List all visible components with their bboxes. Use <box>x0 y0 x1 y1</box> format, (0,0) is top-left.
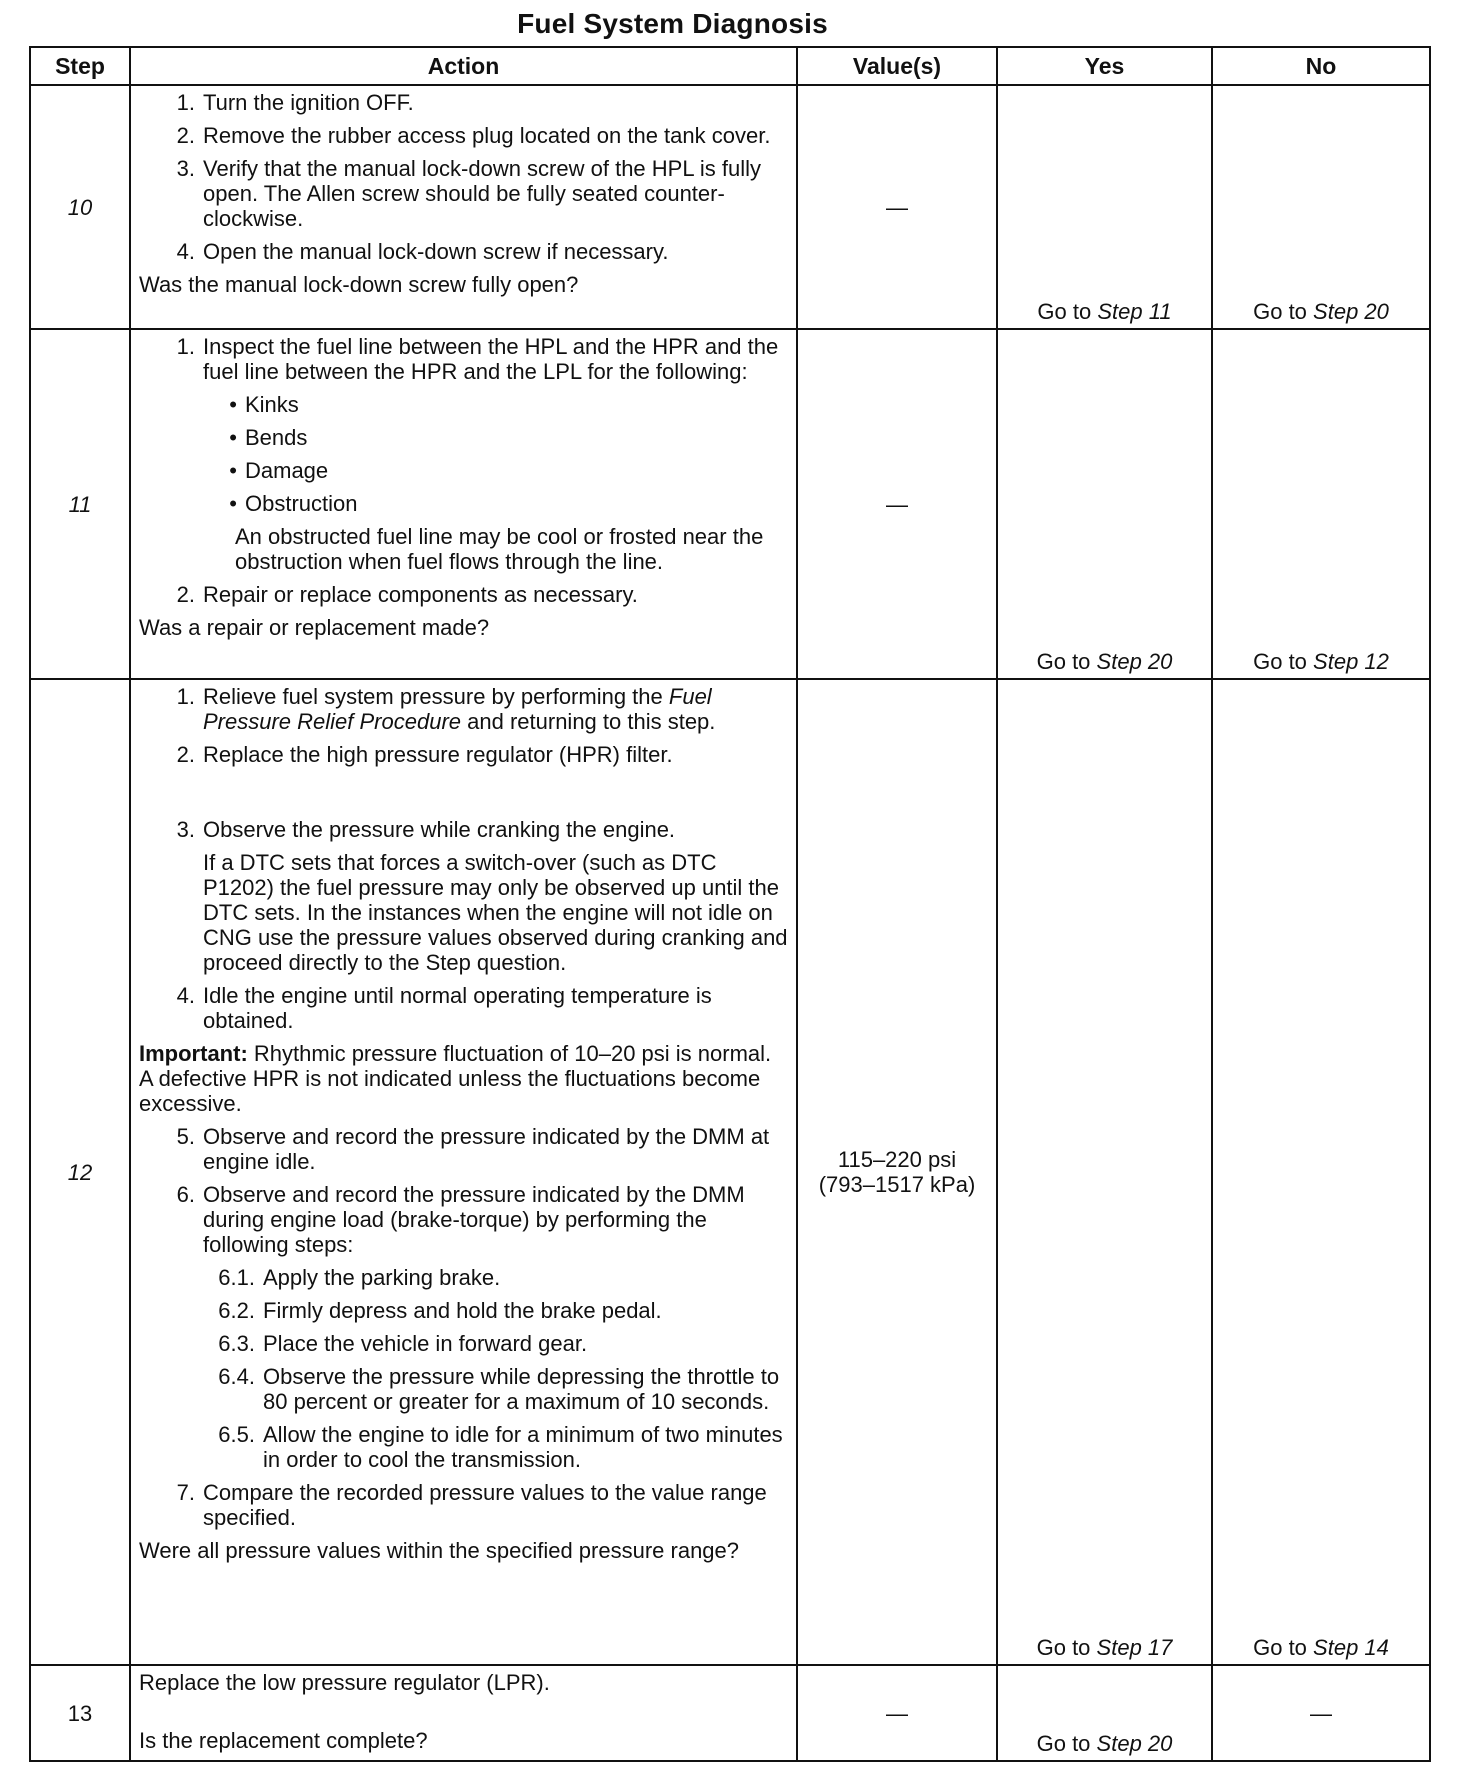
bullet-item: • Bends <box>229 425 308 450</box>
sub-list-item: 6.4. Observe the pressure while depressing the throttle to 80 percent or greater for a maximum of 10 seconds. <box>218 1364 780 1414</box>
table-row <box>30 329 1430 679</box>
step-number: 13 <box>30 1665 130 1761</box>
value-cell: 115–220 psi (793–1517 kPa) <box>797 679 997 1665</box>
list-item: 2. Replace the high pressure regulator (HPR) filter. <box>176 742 673 767</box>
no-cell: — <box>1212 1665 1430 1761</box>
goto-step-link[interactable]: Step 11 <box>1097 299 1172 324</box>
action-cell <box>130 329 797 679</box>
value-cell: — <box>797 329 997 679</box>
list-item: 1. Relieve fuel system pressure by performing the Fuel Pressure Relief Procedure and returning to this step. <box>176 684 716 734</box>
obstruction-note: An obstructed fuel line may be cool or frosted near the obstruction when fuel flows through the line. <box>235 524 764 574</box>
list-item: 1. Turn the ignition OFF. <box>176 90 414 115</box>
sub-list-item: 6.3. Place the vehicle in forward gear. <box>218 1331 588 1356</box>
goto-step-link[interactable]: Step 12 <box>1313 649 1389 674</box>
list-item: 1. Inspect the fuel line between the HPL and the HPR and the fuel line between the HPR and the LPL for the following: <box>176 334 779 384</box>
header-action: Action <box>130 47 797 85</box>
header-yes: Yes <box>997 47 1212 85</box>
goto-step-link[interactable]: Step 20 <box>1096 649 1173 674</box>
action-cell <box>130 679 797 1665</box>
bullet-item: • Obstruction <box>229 491 358 516</box>
step-question: Was a repair or replacement made? <box>139 615 490 640</box>
no-cell: Go to Step 20 <box>1212 85 1430 329</box>
goto-step-link[interactable]: Step 14 <box>1313 1635 1389 1660</box>
yes-cell: Go to Step 20 <box>997 1665 1212 1761</box>
action-text: Replace the low pressure regulator (LPR). <box>139 1670 550 1695</box>
sub-list-item: 6.2. Firmly depress and hold the brake pedal. <box>218 1298 662 1323</box>
diagnosis-table <box>29 46 1431 1762</box>
step-question: Is the replacement complete? <box>139 1728 428 1753</box>
goto-step-link[interactable]: Step 20 <box>1313 299 1389 324</box>
bullet-item: • Damage <box>229 458 329 483</box>
table-row <box>30 679 1430 1665</box>
dtc-note: If a DTC sets that forces a switch-over (such as DTC P1202) the fuel pressure may only be observed up until the DTC sets. In the instances when the engine will not idle on CNG use the pressure values observed during cranking and proceed directly to the Step question. <box>203 850 788 975</box>
list-item: 2. Repair or replace components as necessary. <box>176 582 638 607</box>
yes-cell: Go to Step 11 <box>997 85 1212 329</box>
list-item: 5. Observe and record the pressure indicated by the DMM at engine idle. <box>176 1124 770 1174</box>
yes-cell: Go to Step 17 <box>997 679 1212 1665</box>
no-cell: Go to Step 14 <box>1212 679 1430 1665</box>
list-item: 3. Verify that the manual lock-down screw of the HPL is fully open. The Allen screw should be fully seated counter-clockwise. <box>176 156 761 231</box>
value-cell: — <box>797 85 997 329</box>
no-cell: Go to Step 12 <box>1212 329 1430 679</box>
yes-cell: Go to Step 20 <box>997 329 1212 679</box>
step-number: 10 <box>30 85 130 329</box>
list-item: 7. Compare the recorded pressure values to the value range specified. <box>176 1480 767 1530</box>
step-question: Were all pressure values within the specified pressure range? <box>139 1538 740 1563</box>
action-cell <box>130 1665 797 1761</box>
list-item: 6. Observe and record the pressure indicated by the DMM during engine load (brake-torque) by performing the following steps: <box>176 1182 745 1257</box>
table-row <box>30 1665 1430 1761</box>
goto-step-link[interactable]: Step 17 <box>1096 1635 1173 1660</box>
sub-list-item: 6.5. Allow the engine to idle for a minimum of two minutes in order to cool the transmission. <box>218 1422 783 1472</box>
header-no: No <box>1212 47 1430 85</box>
action-cell <box>130 85 797 329</box>
sub-list-item: 6.1. Apply the parking brake. <box>218 1265 501 1290</box>
list-item: 2. Remove the rubber access plug located on the tank cover. <box>176 123 771 148</box>
value-cell: — <box>797 1665 997 1761</box>
header-step: Step <box>30 47 130 85</box>
page-title: Fuel System Diagnosis <box>517 8 828 39</box>
list-item: 3. Observe the pressure while cranking the engine. <box>176 817 676 842</box>
list-item: 4. Idle the engine until normal operating temperature is obtained. <box>176 983 712 1033</box>
step-number: 11 <box>30 329 130 679</box>
step-number: 12 <box>30 679 130 1665</box>
header-values: Value(s) <box>797 47 997 85</box>
step-question: Was the manual lock-down screw fully open? <box>139 272 579 297</box>
table-row <box>30 85 1430 329</box>
bullet-item: • Kinks <box>229 392 299 417</box>
list-item: 4. Open the manual lock-down screw if necessary. <box>176 239 669 264</box>
important-note: Important: Rhythmic pressure fluctuation of 10–20 psi is normal. A defective HPR is not indicated unless the fluctuations become excessive. <box>139 1041 772 1116</box>
goto-step-link[interactable]: Step 20 <box>1096 1731 1173 1756</box>
table-header-row <box>30 47 1430 85</box>
